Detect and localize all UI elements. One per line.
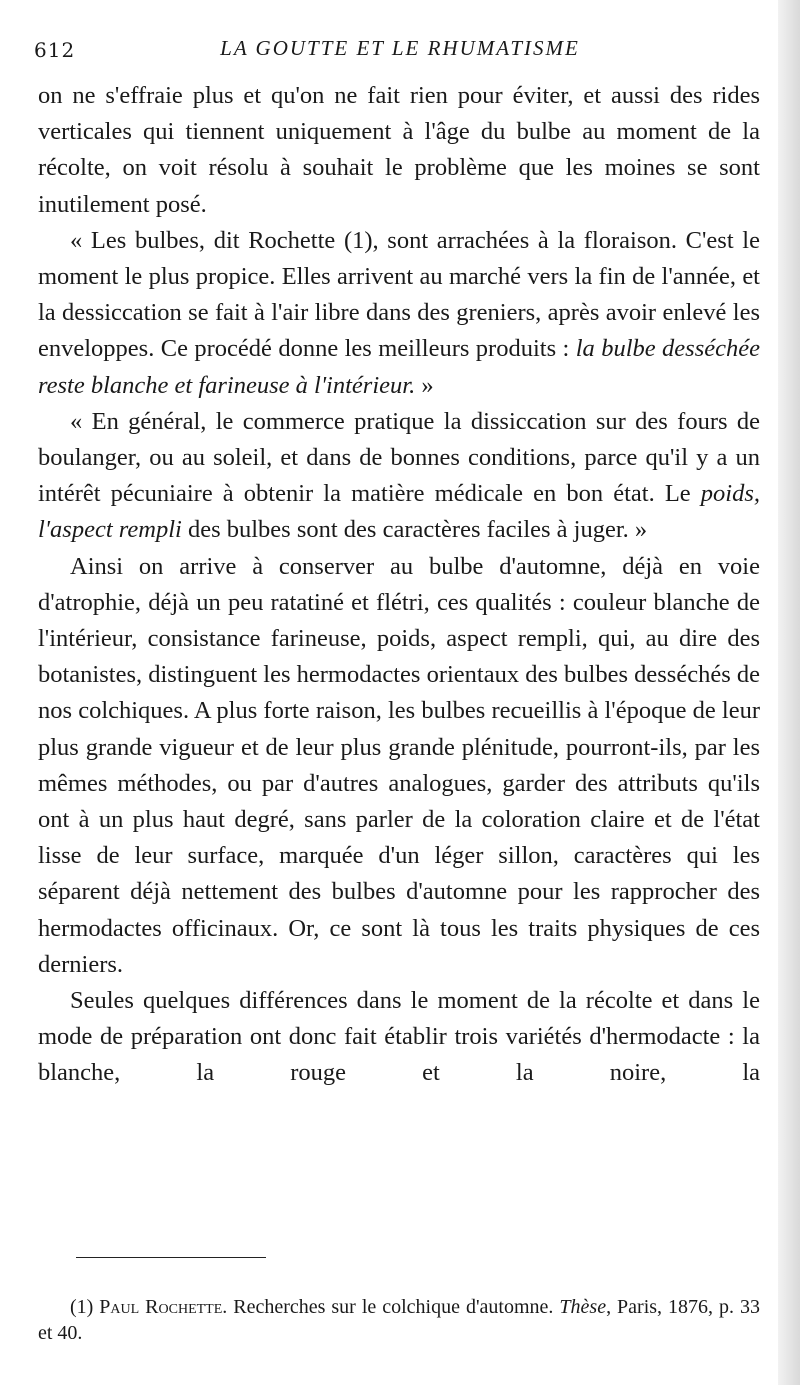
paragraph-3-text-a: « En général, le commerce pratique la dissiccation sur des fours de boulanger, ou au soleil, et dans de bonnes conditions, parce qu'il y a un intérêt pécuniaire à obtenir la matière médicale en bon état. Le [38,407,760,508]
paragraph-2 [38,223,760,404]
page-header [30,34,770,64]
paragraph-2-italic: la bulbe desséchée reste blanche et farineuse à l'intérieur. [38,335,760,399]
footnote [38,1294,760,1346]
footnote-1 [38,1294,760,1346]
footnote-rule [76,1257,266,1258]
paragraph-4: Ainsi on arrive à conserver au bulbe d'automne, déjà en voie d'atrophie, déjà un peu ratatiné et flétri, ces qualités : couleur blanche de l'intérieur, consistance farineuse, poids, aspect rempli, qui, au dire des botanistes, distinguent les hermodactes orientaux des bulbes desséchés de nos colchiques. A plus forte raison, les bulbes recueillis à l'époque de leur plus grande vigueur et de leur plus grande plénitude, pourront-ils, par les mêmes méthodes, ou par d'autres analogues, garder des attributs qu'ils ont à un plus haut degré, sans parler de la coloration claire et de l'état lisse de leur surface, marquée d'un léger sillon, caractères qui les séparent déjà nettement des bulbes d'automne pour les rapprocher des hermodactes officinaux. Or, ce sont là tous les traits physiques de ces derniers. [38,552,760,978]
body-text [38,78,760,1092]
paragraph-3 [38,404,760,549]
footnote-marker: (1) [70,1296,100,1318]
page-number: 612 [34,38,76,62]
paragraph-5: Seules quelques différences dans le moment de la récolte et dans le mode de préparation ont donc fait établir trois variétés d'hermodacte : la blanche, la rouge et la noire, la [38,987,760,1087]
running-title: LA GOUTTE ET LE RHUMATISME [220,36,580,60]
footnote-text-a: . Recherches sur le colchique d'automne. [222,1296,560,1318]
paragraph-1: on ne s'effraie plus et qu'on ne fait rien pour éviter, et aussi des rides verticales qui tiennent uniquement à l'âge du bulbe au moment de la récolte, on voit résolu à souhait le problème que les moines se sont inutilement posé. [38,82,760,218]
paragraph-3-italic: poids, l'aspect rempli [38,480,760,544]
footnote-italic: Thèse [559,1296,607,1318]
footnote-author: Paul Rochette [99,1296,223,1318]
page-edge-shadow [778,0,800,1385]
paragraph-2-text-c: » [415,371,434,399]
paragraph-2-text-a: « Les bulbes, dit Rochette (1), sont arrachées à la floraison. C'est le moment le plus propice. Elles arrivent au marché vers la fin de l'année, et la dessiccation se fait à l'air libre dans des greniers, après avoir enlevé les enveloppes. Ce procédé donne les meilleurs produits : [38,226,760,363]
paragraph-3-text-c: des bulbes sont des caractères faciles à juger. » [181,516,648,544]
footnote-text-c: , Paris, 1876, p. 33 et 40. [38,1296,760,1344]
